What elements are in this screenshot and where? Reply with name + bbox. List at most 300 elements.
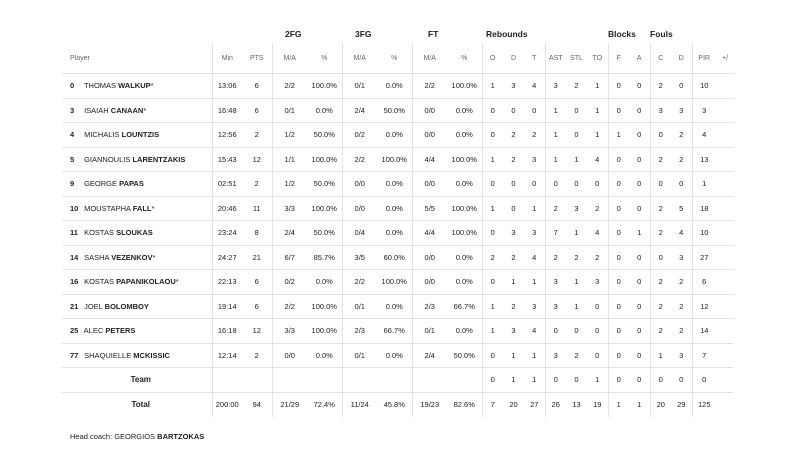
player-last-name: LOUNTZIS xyxy=(121,130,160,140)
stat-cell: 2 xyxy=(587,196,608,221)
column-header: O xyxy=(482,43,503,74)
stat-cell: 0 xyxy=(587,294,608,319)
stat-cell: 0.0% xyxy=(447,123,482,148)
stat-cell: 0 xyxy=(608,147,629,172)
player-name[interactable] xyxy=(62,245,212,270)
column-header: M/A xyxy=(342,43,377,74)
stat-cell: 0.0% xyxy=(377,196,412,221)
stat-cell: 26 xyxy=(545,392,566,417)
column-header-row xyxy=(62,43,734,74)
stat-cell: 0/0 xyxy=(412,123,447,148)
player-first-name: SHAQUIELLE xyxy=(84,350,132,360)
player-number: 11 xyxy=(70,228,78,238)
stat-cell: 1 xyxy=(503,270,524,295)
group-blocks: Blocks xyxy=(608,28,636,39)
stat-cell xyxy=(272,368,307,393)
stat-cell: 0/4 xyxy=(342,221,377,246)
stat-cell: 0 xyxy=(629,245,650,270)
stat-cell: 0 xyxy=(608,245,629,270)
stat-cell: 0 xyxy=(524,98,545,123)
stat-cell: 50.0% xyxy=(447,343,482,368)
stat-cell: 11/24 xyxy=(342,392,377,417)
stat-cell: 50.0% xyxy=(377,98,412,123)
stat-cell: 0.0% xyxy=(307,98,342,123)
player-first-name: MOUSTAPHA xyxy=(84,203,131,213)
stat-cell: 6 xyxy=(242,74,272,99)
stat-cell: 2 xyxy=(503,294,524,319)
stat-cell: 0.0% xyxy=(377,172,412,197)
stat-cell: 23:24 xyxy=(212,221,242,246)
stat-cell: 12 xyxy=(242,147,272,172)
stat-cell: 3 xyxy=(545,294,566,319)
stat-cell: 2 xyxy=(503,147,524,172)
stat-cell: 3 xyxy=(545,270,566,295)
player-last-name: PAPANIKOLAOU xyxy=(116,277,176,287)
stat-cell: 2 xyxy=(650,196,671,221)
stat-cell: 50.0% xyxy=(307,172,342,197)
stat-cell: 15:43 xyxy=(212,147,242,172)
stat-cell: 1 xyxy=(629,221,650,246)
stat-cell: 1/2 xyxy=(272,123,307,148)
coach-last-name: BARTZOKAS xyxy=(157,432,205,441)
stat-cell: 1 xyxy=(692,172,716,197)
player-last-name: SLOUKAS xyxy=(116,228,153,238)
column-header: PIR xyxy=(692,43,716,74)
player-first-name: THOMAS xyxy=(83,81,117,91)
stat-cell: 1 xyxy=(637,400,642,409)
stat-cell: 0 xyxy=(482,221,503,246)
player-name[interactable] xyxy=(62,74,212,99)
stat-cell: 100.0% xyxy=(447,147,482,172)
stat-cell: 1 xyxy=(482,147,503,172)
stat-cell: 3 xyxy=(503,319,524,344)
stat-cell: 2/2 xyxy=(342,270,377,295)
player-number: 5 xyxy=(70,154,75,164)
table-row xyxy=(62,172,734,197)
stat-cell: 100.0% xyxy=(447,74,482,99)
stat-cell: 0 xyxy=(482,98,503,123)
stat-cell xyxy=(716,319,734,344)
player-last-name: FALL xyxy=(132,203,152,213)
coach-first-name: GEORGIOS xyxy=(114,432,156,441)
player-number: 14 xyxy=(70,252,79,262)
player-last-name: MCKISSIC xyxy=(133,350,170,360)
stat-cell: 3 xyxy=(503,74,524,99)
player-last-name: BOLOMBOY xyxy=(104,301,149,311)
team-row xyxy=(62,368,734,393)
stat-cell: 10 xyxy=(692,221,716,246)
group-rebounds: Rebounds xyxy=(486,28,528,39)
player-name[interactable] xyxy=(62,270,212,295)
stat-cell: 1 xyxy=(587,368,608,393)
stat-cell: 20:46 xyxy=(212,196,242,221)
stat-cell: 2/4 xyxy=(412,343,447,368)
stat-cell: 0 xyxy=(545,368,566,393)
column-header: M/A xyxy=(272,43,307,74)
stat-cell: 0/1 xyxy=(342,74,377,99)
stat-cell: 0 xyxy=(629,147,650,172)
stat-cell: 0/0 xyxy=(412,98,447,123)
stat-cell xyxy=(307,368,342,393)
stat-cell: 0.0% xyxy=(377,343,412,368)
stat-cell: 0/0 xyxy=(412,172,447,197)
starter-mark: * xyxy=(175,277,179,287)
stat-cell: 0 xyxy=(671,172,692,197)
stat-cell: 3/5 xyxy=(342,245,377,270)
table-row xyxy=(62,98,734,123)
stat-cell: 0 xyxy=(629,98,650,123)
stat-cell xyxy=(716,196,734,221)
stat-cell: 2 xyxy=(503,123,524,148)
player-number: 9 xyxy=(70,179,75,189)
stat-cell: 18 xyxy=(692,196,716,221)
stat-cell: 2 xyxy=(545,196,566,221)
stat-cell: 100.0% xyxy=(307,147,342,172)
player-name[interactable] xyxy=(62,147,212,172)
player-first-name: GIANNOULIS xyxy=(84,154,131,164)
stat-cell: 1 xyxy=(650,343,671,368)
player-last-name: VEZENKOV xyxy=(111,252,153,262)
player-name[interactable] xyxy=(62,172,212,197)
stat-cell: 0 xyxy=(629,368,650,393)
group-2fg: 2FG xyxy=(285,28,302,39)
stat-cell: 16:48 xyxy=(212,98,242,123)
group-ft: FT xyxy=(428,28,439,39)
stat-cell: 1 xyxy=(608,392,629,417)
stat-cell: 13 xyxy=(692,147,716,172)
player-first-name: GEORGE xyxy=(84,179,118,189)
player-first-name: SASHA xyxy=(84,252,110,262)
stat-cell: 19:14 xyxy=(212,294,242,319)
stat-cell xyxy=(716,368,734,393)
stat-cell: 7 xyxy=(692,343,716,368)
player-name[interactable] xyxy=(62,319,212,344)
stat-cell: 3 xyxy=(524,147,545,172)
stat-cell: 4 xyxy=(587,147,608,172)
stat-cell: 1 xyxy=(566,147,587,172)
head-coach xyxy=(70,432,204,441)
stat-cell: 0 xyxy=(608,74,629,99)
stat-cell: 0 xyxy=(503,196,524,221)
stat-cell: 0 xyxy=(629,172,650,197)
stat-cell: 2 xyxy=(650,294,671,319)
stat-cell: 2 xyxy=(566,245,587,270)
stat-cell xyxy=(716,74,734,99)
stat-cell: 4 xyxy=(524,245,545,270)
stat-cell: 85.7% xyxy=(307,245,342,270)
stat-cell: 8 xyxy=(242,221,272,246)
stat-cell: 0.0% xyxy=(377,294,412,319)
stat-cell: 0 xyxy=(608,270,629,295)
stat-cell: 4 xyxy=(524,319,545,344)
stat-cell: 4 xyxy=(524,74,545,99)
stat-cell: 2 xyxy=(566,343,587,368)
stat-cell: 100.0% xyxy=(447,196,482,221)
player-name[interactable] xyxy=(62,98,212,123)
player-rows xyxy=(62,74,734,417)
stat-cell: 100.0% xyxy=(377,270,412,295)
stat-cell: 29 xyxy=(677,400,686,409)
stat-cell: 21 xyxy=(242,245,272,270)
stat-cell: 6 xyxy=(692,270,716,295)
stat-cell: 2 xyxy=(242,123,272,148)
table-row xyxy=(62,221,734,246)
stat-cell xyxy=(716,172,734,197)
table-row xyxy=(62,245,734,270)
stat-cell: 3 xyxy=(503,221,524,246)
stat-cell: 2 xyxy=(545,245,566,270)
stat-cell: 1/2 xyxy=(272,172,307,197)
stat-cell: 16:18 xyxy=(212,319,242,344)
stat-cell: 66.7% xyxy=(377,319,412,344)
player-number: 21 xyxy=(70,301,79,311)
stat-cell: 2 xyxy=(650,319,671,344)
stat-cell: 1 xyxy=(503,368,524,393)
stat-cell: 2/3 xyxy=(342,319,377,344)
table-row xyxy=(62,270,734,295)
stat-cell: 12:14 xyxy=(212,343,242,368)
stat-cell: 3 xyxy=(587,270,608,295)
column-header: STL xyxy=(566,43,587,74)
stat-cell: 19 xyxy=(593,400,602,409)
stat-cell: 45.8% xyxy=(383,400,405,409)
stat-cell: 2 xyxy=(650,221,671,246)
stat-cell: 0 xyxy=(608,343,629,368)
stat-cell: 3/3 xyxy=(272,196,307,221)
stat-cell: 0 xyxy=(629,343,650,368)
group-3fg: 3FG xyxy=(355,28,372,39)
stat-cell: 21/29 xyxy=(272,392,307,417)
stat-cell: 94 xyxy=(252,400,261,409)
stat-cell xyxy=(242,368,272,393)
stat-cell: 0 xyxy=(629,123,650,148)
stat-cell: 0 xyxy=(608,196,629,221)
stat-cell xyxy=(342,368,377,393)
player-number: 77 xyxy=(70,350,79,360)
stat-cell: 4 xyxy=(671,221,692,246)
stat-cell: 1 xyxy=(545,98,566,123)
stat-cell: 0/0 xyxy=(412,245,447,270)
stat-cell xyxy=(716,123,734,148)
player-number: 0 xyxy=(70,81,75,91)
player-name[interactable] xyxy=(62,123,212,148)
stat-cell: 0 xyxy=(629,294,650,319)
stat-cell: 100.0% xyxy=(447,221,482,246)
column-header: F xyxy=(608,43,629,74)
stat-cell: 0 xyxy=(608,319,629,344)
stat-cell: 2 xyxy=(482,245,503,270)
stat-cell: 2 xyxy=(566,74,587,99)
stat-cell: 0 xyxy=(482,368,503,393)
stat-cell: 100.0% xyxy=(377,147,412,172)
stat-cell: 12 xyxy=(242,319,272,344)
stat-cell xyxy=(716,147,734,172)
stat-cell xyxy=(716,343,734,368)
stat-cell: 1 xyxy=(482,319,503,344)
stat-cell: 0 xyxy=(545,172,566,197)
stat-cell: 100.0% xyxy=(307,319,342,344)
stat-cell: 2/2 xyxy=(342,147,377,172)
stat-cell: 0.0% xyxy=(447,319,482,344)
starter-mark: * xyxy=(152,252,156,262)
stat-cell: 0/0 xyxy=(272,343,307,368)
player-first-name: KOSTAS xyxy=(84,228,114,238)
stat-cell: 0/1 xyxy=(272,98,307,123)
stat-cell: 1 xyxy=(608,123,629,148)
stat-cell: 0 xyxy=(503,98,524,123)
table-row xyxy=(62,319,734,344)
player-name[interactable] xyxy=(62,196,212,221)
stat-cell: 82.6% xyxy=(453,400,475,409)
stat-cell: 4/4 xyxy=(412,147,447,172)
stat-cell: 0 xyxy=(650,368,671,393)
stat-cell: 2 xyxy=(650,147,671,172)
player-first-name: MICHALIS xyxy=(84,130,120,140)
stat-cell: 3 xyxy=(545,343,566,368)
stat-cell xyxy=(447,368,482,393)
stat-cell: 3 xyxy=(524,294,545,319)
stat-cell: 0.0% xyxy=(307,343,342,368)
stat-cell: 6/7 xyxy=(272,245,307,270)
column-header: +/ xyxy=(716,43,734,74)
stat-cell: 1 xyxy=(587,74,608,99)
stat-cell: 20 xyxy=(650,392,671,417)
stat-cell: 0.0% xyxy=(377,123,412,148)
player-first-name: ALEC xyxy=(83,326,104,336)
table-row xyxy=(62,74,734,99)
stat-cell: 7 xyxy=(482,392,503,417)
stat-cell: 27 xyxy=(530,400,539,409)
stat-cell: 1 xyxy=(566,270,587,295)
player-number: 25 xyxy=(70,326,79,336)
stat-cell: 2 xyxy=(671,294,692,319)
stat-cell: 11 xyxy=(242,196,272,221)
stat-cell: 0 xyxy=(629,270,650,295)
stat-cell: 1 xyxy=(545,147,566,172)
stat-cell: 1 xyxy=(524,368,545,393)
stat-cell: 0 xyxy=(482,270,503,295)
stat-cell: 6 xyxy=(242,294,272,319)
stat-cell xyxy=(716,98,734,123)
player-name[interactable] xyxy=(62,294,212,319)
column-header: M/A xyxy=(412,43,447,74)
stat-cell xyxy=(716,294,734,319)
stat-cell: 0/0 xyxy=(342,172,377,197)
player-number: 10 xyxy=(70,203,79,213)
stat-cell xyxy=(212,368,242,393)
stat-cell: 1 xyxy=(524,196,545,221)
stat-cell: 60.0% xyxy=(377,245,412,270)
stat-cell: 13 xyxy=(572,400,581,409)
stat-cell: 2 xyxy=(242,343,272,368)
stat-cell: 19/23 xyxy=(412,392,447,417)
stat-cell: 0 xyxy=(650,172,671,197)
column-header: % xyxy=(307,43,342,74)
stat-cell: 0.0% xyxy=(377,221,412,246)
stat-cell: 0 xyxy=(566,123,587,148)
stat-cell xyxy=(716,392,734,417)
column-header: AST xyxy=(545,43,566,74)
stat-cell: 1 xyxy=(482,74,503,99)
column-header: D xyxy=(503,43,524,74)
stat-cell: 0 xyxy=(671,74,692,99)
stat-cell: 200:00 xyxy=(212,392,242,417)
stat-cell: 7 xyxy=(545,221,566,246)
stat-cell: 2 xyxy=(671,270,692,295)
stat-cell: 4 xyxy=(692,123,716,148)
stat-cell: 0.0% xyxy=(447,245,482,270)
stat-cell: 3 xyxy=(671,98,692,123)
table-row xyxy=(62,123,734,148)
stat-cell: 72.4% xyxy=(313,400,335,409)
table-row xyxy=(62,343,734,368)
player-number: 3 xyxy=(70,105,75,115)
stat-cell: 0 xyxy=(608,368,629,393)
player-name[interactable] xyxy=(62,221,212,246)
stat-cell: 0 xyxy=(629,196,650,221)
stat-cell: 3 xyxy=(566,196,587,221)
total-row xyxy=(62,392,734,417)
player-name[interactable] xyxy=(62,343,212,368)
stat-cell: 02:51 xyxy=(212,172,242,197)
player-first-name: ISAIAH xyxy=(84,105,109,115)
starter-mark: * xyxy=(150,81,154,91)
column-header: A xyxy=(629,43,650,74)
column-header: T xyxy=(524,43,545,74)
stat-cell: 3/3 xyxy=(272,319,307,344)
total-row-label: Total xyxy=(131,400,150,409)
player-first-name: KOSTAS xyxy=(84,277,114,287)
stat-cell: 2/2 xyxy=(272,74,307,99)
coach-label: Head coach: xyxy=(70,432,113,441)
stat-cell: 0 xyxy=(482,343,503,368)
stat-cell: 0 xyxy=(692,368,716,393)
stat-cell: 0/1 xyxy=(412,319,447,344)
stat-cell: 1/1 xyxy=(272,147,307,172)
stat-cell: 3 xyxy=(671,343,692,368)
stat-cell: 20 xyxy=(509,400,518,409)
stat-cell: 0.0% xyxy=(447,270,482,295)
starter-mark: * xyxy=(143,105,147,115)
stat-cell: 0 xyxy=(608,221,629,246)
stat-cell xyxy=(377,368,412,393)
stat-cell: 1 xyxy=(545,123,566,148)
stat-cell: 12 xyxy=(692,294,716,319)
stat-cell: 2 xyxy=(671,123,692,148)
stat-cell: 0.0% xyxy=(447,172,482,197)
stat-cell: 0 xyxy=(608,98,629,123)
stat-cell: 13:06 xyxy=(212,74,242,99)
stat-cell: 4/4 xyxy=(412,221,447,246)
stat-cell: 2/4 xyxy=(342,98,377,123)
stat-cell: 0 xyxy=(608,294,629,319)
stat-cell: 0 xyxy=(629,74,650,99)
player-first-name: JOEL xyxy=(84,301,103,311)
stat-cell: 0/0 xyxy=(412,270,447,295)
table-row xyxy=(62,147,734,172)
stat-cell: 22:13 xyxy=(212,270,242,295)
stat-cell: 2 xyxy=(503,245,524,270)
stat-cell: 12:56 xyxy=(212,123,242,148)
stat-cell: 0/1 xyxy=(342,294,377,319)
stat-cell: 1 xyxy=(482,294,503,319)
stat-cell: 3 xyxy=(545,74,566,99)
stat-cell: 0 xyxy=(482,172,503,197)
player-number: 16 xyxy=(70,277,79,287)
stat-cell: 0 xyxy=(545,319,566,344)
stat-cell: 0 xyxy=(566,319,587,344)
stat-cell: 0 xyxy=(482,123,503,148)
